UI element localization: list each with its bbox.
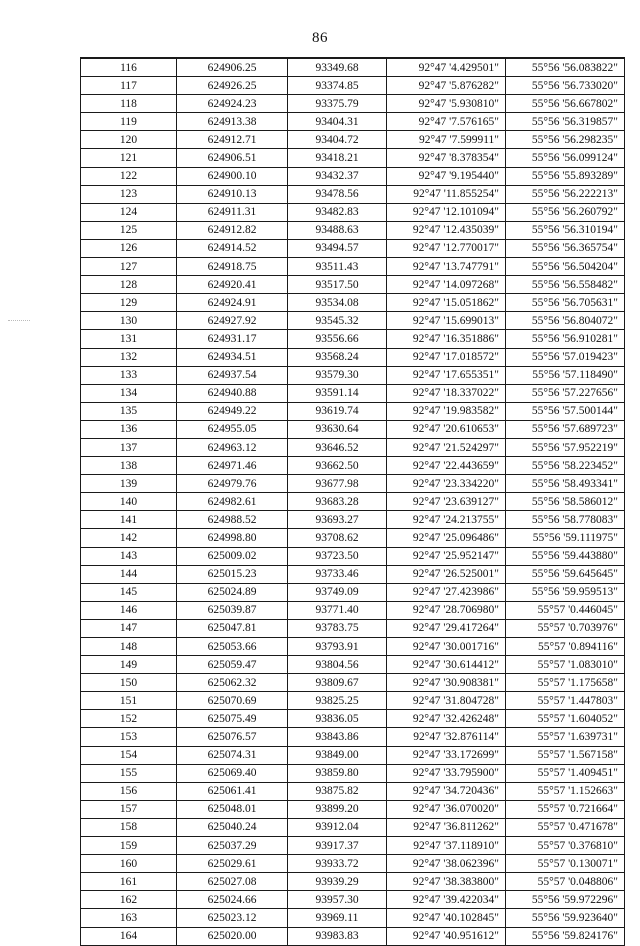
point-number-cell: 160 [81, 855, 177, 873]
latitude-cell: 55°56 '59.645645" [506, 565, 625, 583]
point-number-cell: 141 [81, 511, 177, 529]
longitude-cell: 92°47 '7.576165" [387, 113, 506, 131]
latitude-cell: 55°56 '56.222213" [506, 185, 625, 203]
latitude-cell: 55°57 '1.639731" [506, 728, 625, 746]
y-coordinate-cell: 93646.52 [288, 438, 387, 456]
x-coordinate-cell: 624912.82 [177, 221, 288, 239]
longitude-cell: 92°47 '9.195440" [387, 167, 506, 185]
latitude-cell: 55°56 '59.923640" [506, 909, 625, 927]
longitude-cell: 92°47 '15.699013" [387, 312, 506, 330]
x-coordinate-cell: 624913.38 [177, 113, 288, 131]
x-coordinate-cell: 625061.41 [177, 782, 288, 800]
point-number-cell: 148 [81, 638, 177, 656]
x-coordinate-cell: 624920.41 [177, 276, 288, 294]
table-row [81, 58, 625, 77]
latitude-cell: 55°56 '59.111975" [506, 529, 625, 547]
table-row [81, 529, 625, 547]
table-row [81, 746, 625, 764]
table-row [81, 927, 625, 945]
latitude-cell: 55°57 '0.471678" [506, 818, 625, 836]
latitude-cell: 55°56 '55.893289" [506, 167, 625, 185]
x-coordinate-cell: 624955.05 [177, 420, 288, 438]
longitude-cell: 92°47 '30.001716" [387, 638, 506, 656]
point-number-cell: 138 [81, 457, 177, 475]
y-coordinate-cell: 93591.14 [288, 384, 387, 402]
point-number-cell: 145 [81, 583, 177, 601]
table-row [81, 837, 625, 855]
point-number-cell: 126 [81, 239, 177, 257]
scan-artifact [8, 320, 30, 329]
point-number-cell: 134 [81, 384, 177, 402]
x-coordinate-cell: 625037.29 [177, 837, 288, 855]
y-coordinate-cell: 93683.28 [288, 493, 387, 511]
y-coordinate-cell: 93619.74 [288, 402, 387, 420]
y-coordinate-cell: 93478.56 [288, 185, 387, 203]
y-coordinate-cell: 93349.68 [288, 58, 387, 77]
y-coordinate-cell: 93849.00 [288, 746, 387, 764]
latitude-cell: 55°57 '1.409451" [506, 764, 625, 782]
y-coordinate-cell: 93843.86 [288, 728, 387, 746]
x-coordinate-cell: 624900.10 [177, 167, 288, 185]
longitude-cell: 92°47 '7.599911" [387, 131, 506, 149]
y-coordinate-cell: 93957.30 [288, 891, 387, 909]
table-row [81, 855, 625, 873]
y-coordinate-cell: 93494.57 [288, 239, 387, 257]
longitude-cell: 92°47 '23.334220" [387, 475, 506, 493]
point-number-cell: 159 [81, 837, 177, 855]
y-coordinate-cell: 93809.67 [288, 674, 387, 692]
longitude-cell: 92°47 '22.443659" [387, 457, 506, 475]
y-coordinate-cell: 93677.98 [288, 475, 387, 493]
table-row [81, 366, 625, 384]
longitude-cell: 92°47 '37.118910" [387, 837, 506, 855]
latitude-cell: 55°56 '56.705631" [506, 294, 625, 312]
x-coordinate-cell: 624963.12 [177, 438, 288, 456]
longitude-cell: 92°47 '5.930810" [387, 95, 506, 113]
point-number-cell: 147 [81, 619, 177, 637]
page-number: 86 [312, 30, 328, 46]
point-number-cell: 133 [81, 366, 177, 384]
latitude-cell: 55°56 '57.500144" [506, 402, 625, 420]
longitude-cell: 92°47 '23.639127" [387, 493, 506, 511]
x-coordinate-cell: 625074.31 [177, 746, 288, 764]
y-coordinate-cell: 93825.25 [288, 692, 387, 710]
point-number-cell: 130 [81, 312, 177, 330]
table-row [81, 312, 625, 330]
longitude-cell: 92°47 '17.018572" [387, 348, 506, 366]
y-coordinate-cell: 93488.63 [288, 221, 387, 239]
latitude-cell: 55°56 '58.493341" [506, 475, 625, 493]
y-coordinate-cell: 93432.37 [288, 167, 387, 185]
longitude-cell: 92°47 '20.610653" [387, 420, 506, 438]
point-number-cell: 150 [81, 674, 177, 692]
y-coordinate-cell: 93568.24 [288, 348, 387, 366]
table-row [81, 493, 625, 511]
y-coordinate-cell: 93556.66 [288, 330, 387, 348]
table-row [81, 348, 625, 366]
x-coordinate-cell: 624918.75 [177, 258, 288, 276]
latitude-cell: 55°56 '56.319857" [506, 113, 625, 131]
y-coordinate-cell: 93418.21 [288, 149, 387, 167]
table-row [81, 384, 625, 402]
table-row [81, 873, 625, 891]
point-number-cell: 146 [81, 601, 177, 619]
x-coordinate-cell: 624988.52 [177, 511, 288, 529]
x-coordinate-cell: 624949.22 [177, 402, 288, 420]
latitude-cell: 55°56 '58.778083" [506, 511, 625, 529]
longitude-cell: 92°47 '36.070020" [387, 800, 506, 818]
point-number-cell: 151 [81, 692, 177, 710]
table-row [81, 276, 625, 294]
latitude-cell: 55°56 '56.310194" [506, 221, 625, 239]
latitude-cell: 55°57 '1.447803" [506, 692, 625, 710]
x-coordinate-cell: 625039.87 [177, 601, 288, 619]
x-coordinate-cell: 625048.01 [177, 800, 288, 818]
x-coordinate-cell: 625024.66 [177, 891, 288, 909]
latitude-cell: 55°57 '0.376810" [506, 837, 625, 855]
y-coordinate-cell: 93534.08 [288, 294, 387, 312]
point-number-cell: 121 [81, 149, 177, 167]
table-row [81, 402, 625, 420]
latitude-cell: 55°57 '0.894116" [506, 638, 625, 656]
latitude-cell: 55°56 '56.504204" [506, 258, 625, 276]
x-coordinate-cell: 624911.31 [177, 203, 288, 221]
y-coordinate-cell: 93749.09 [288, 583, 387, 601]
x-coordinate-cell: 625062.32 [177, 674, 288, 692]
x-coordinate-cell: 625070.69 [177, 692, 288, 710]
x-coordinate-cell: 624926.25 [177, 77, 288, 95]
table-row [81, 619, 625, 637]
x-coordinate-cell: 624940.88 [177, 384, 288, 402]
point-number-cell: 122 [81, 167, 177, 185]
x-coordinate-cell: 624971.46 [177, 457, 288, 475]
x-coordinate-cell: 625047.81 [177, 619, 288, 637]
table-row [81, 203, 625, 221]
point-number-cell: 149 [81, 656, 177, 674]
latitude-cell: 55°57 '0.721664" [506, 800, 625, 818]
latitude-cell: 55°56 '56.733020" [506, 77, 625, 95]
latitude-cell: 55°56 '58.223452" [506, 457, 625, 475]
y-coordinate-cell: 93733.46 [288, 565, 387, 583]
longitude-cell: 92°47 '39.422034" [387, 891, 506, 909]
table-row [81, 420, 625, 438]
y-coordinate-cell: 93804.56 [288, 656, 387, 674]
latitude-cell: 55°57 '0.703976" [506, 619, 625, 637]
point-number-cell: 117 [81, 77, 177, 95]
table-row [81, 475, 625, 493]
latitude-cell: 55°56 '58.586012" [506, 493, 625, 511]
x-coordinate-cell: 625040.24 [177, 818, 288, 836]
latitude-cell: 55°56 '57.952219" [506, 438, 625, 456]
longitude-cell: 92°47 '17.655351" [387, 366, 506, 384]
point-number-cell: 155 [81, 764, 177, 782]
y-coordinate-cell: 93723.50 [288, 547, 387, 565]
y-coordinate-cell: 93912.04 [288, 818, 387, 836]
x-coordinate-cell: 625076.57 [177, 728, 288, 746]
longitude-cell: 92°47 '29.417264" [387, 619, 506, 637]
table-row [81, 547, 625, 565]
table-row [81, 638, 625, 656]
point-number-cell: 158 [81, 818, 177, 836]
table-row [81, 438, 625, 456]
point-number-cell: 128 [81, 276, 177, 294]
y-coordinate-cell: 93579.30 [288, 366, 387, 384]
y-coordinate-cell: 93899.20 [288, 800, 387, 818]
longitude-cell: 92°47 '30.908381" [387, 674, 506, 692]
latitude-cell: 55°56 '56.558482" [506, 276, 625, 294]
y-coordinate-cell: 93771.40 [288, 601, 387, 619]
table-row [81, 909, 625, 927]
longitude-cell: 92°47 '36.811262" [387, 818, 506, 836]
longitude-cell: 92°47 '40.951612" [387, 927, 506, 945]
latitude-cell: 55°57 '0.446045" [506, 601, 625, 619]
longitude-cell: 92°47 '26.525001" [387, 565, 506, 583]
y-coordinate-cell: 93630.64 [288, 420, 387, 438]
latitude-cell: 55°56 '56.667802" [506, 95, 625, 113]
table-row [81, 457, 625, 475]
point-number-cell: 164 [81, 927, 177, 945]
x-coordinate-cell: 624982.61 [177, 493, 288, 511]
latitude-cell: 55°57 '1.083010" [506, 656, 625, 674]
y-coordinate-cell: 93511.43 [288, 258, 387, 276]
longitude-cell: 92°47 '19.983582" [387, 402, 506, 420]
point-number-cell: 136 [81, 420, 177, 438]
x-coordinate-cell: 625069.40 [177, 764, 288, 782]
table-row [81, 583, 625, 601]
table-row [81, 294, 625, 312]
x-coordinate-cell: 625075.49 [177, 710, 288, 728]
x-coordinate-cell: 624906.51 [177, 149, 288, 167]
table-row [81, 800, 625, 818]
y-coordinate-cell: 93939.29 [288, 873, 387, 891]
x-coordinate-cell: 624914.52 [177, 239, 288, 257]
longitude-cell: 92°47 '12.435039" [387, 221, 506, 239]
point-number-cell: 131 [81, 330, 177, 348]
longitude-cell: 92°47 '33.172699" [387, 746, 506, 764]
y-coordinate-cell: 93783.75 [288, 619, 387, 637]
point-number-cell: 142 [81, 529, 177, 547]
latitude-cell: 55°57 '1.604052" [506, 710, 625, 728]
y-coordinate-cell: 93983.83 [288, 927, 387, 945]
longitude-cell: 92°47 '8.378354" [387, 149, 506, 167]
latitude-cell: 55°57 '0.130071" [506, 855, 625, 873]
longitude-cell: 92°47 '13.747791" [387, 258, 506, 276]
y-coordinate-cell: 93836.05 [288, 710, 387, 728]
latitude-cell: 55°56 '56.083822" [506, 58, 625, 77]
latitude-cell: 55°56 '57.227656" [506, 384, 625, 402]
x-coordinate-cell: 624924.23 [177, 95, 288, 113]
longitude-cell: 92°47 '4.429501" [387, 58, 506, 77]
longitude-cell: 92°47 '32.876114" [387, 728, 506, 746]
table-row [81, 764, 625, 782]
coordinates-table-body [81, 58, 625, 945]
latitude-cell: 55°56 '57.689723" [506, 420, 625, 438]
y-coordinate-cell: 93374.85 [288, 77, 387, 95]
table-row [81, 113, 625, 131]
table-row [81, 258, 625, 276]
point-number-cell: 156 [81, 782, 177, 800]
y-coordinate-cell: 93917.37 [288, 837, 387, 855]
y-coordinate-cell: 93793.91 [288, 638, 387, 656]
x-coordinate-cell: 624927.92 [177, 312, 288, 330]
point-number-cell: 152 [81, 710, 177, 728]
longitude-cell: 92°47 '38.383800" [387, 873, 506, 891]
x-coordinate-cell: 624937.54 [177, 366, 288, 384]
y-coordinate-cell: 93375.79 [288, 95, 387, 113]
point-number-cell: 162 [81, 891, 177, 909]
x-coordinate-cell: 625023.12 [177, 909, 288, 927]
longitude-cell: 92°47 '27.423986" [387, 583, 506, 601]
table-row [81, 710, 625, 728]
table-row [81, 565, 625, 583]
table-row [81, 601, 625, 619]
latitude-cell: 55°57 '1.152663" [506, 782, 625, 800]
x-coordinate-cell: 625053.66 [177, 638, 288, 656]
point-number-cell: 154 [81, 746, 177, 764]
point-number-cell: 139 [81, 475, 177, 493]
longitude-cell: 92°47 '16.351886" [387, 330, 506, 348]
y-coordinate-cell: 93859.80 [288, 764, 387, 782]
latitude-cell: 55°57 '1.567158" [506, 746, 625, 764]
y-coordinate-cell: 93969.11 [288, 909, 387, 927]
point-number-cell: 143 [81, 547, 177, 565]
longitude-cell: 92°47 '28.706980" [387, 601, 506, 619]
point-number-cell: 125 [81, 221, 177, 239]
y-coordinate-cell: 93662.50 [288, 457, 387, 475]
point-number-cell: 123 [81, 185, 177, 203]
table-row [81, 674, 625, 692]
y-coordinate-cell: 93708.62 [288, 529, 387, 547]
point-number-cell: 127 [81, 258, 177, 276]
x-coordinate-cell: 624924.91 [177, 294, 288, 312]
table-row [81, 692, 625, 710]
point-number-cell: 132 [81, 348, 177, 366]
table-row [81, 167, 625, 185]
longitude-cell: 92°47 '24.213755" [387, 511, 506, 529]
point-number-cell: 137 [81, 438, 177, 456]
longitude-cell: 92°47 '11.855254" [387, 185, 506, 203]
longitude-cell: 92°47 '38.062396" [387, 855, 506, 873]
x-coordinate-cell: 625024.89 [177, 583, 288, 601]
table-row [81, 656, 625, 674]
point-number-cell: 144 [81, 565, 177, 583]
latitude-cell: 55°56 '57.019423" [506, 348, 625, 366]
table-row [81, 239, 625, 257]
x-coordinate-cell: 624910.13 [177, 185, 288, 203]
y-coordinate-cell: 93482.83 [288, 203, 387, 221]
point-number-cell: 119 [81, 113, 177, 131]
x-coordinate-cell: 624912.71 [177, 131, 288, 149]
table-row [81, 782, 625, 800]
x-coordinate-cell: 625009.02 [177, 547, 288, 565]
latitude-cell: 55°56 '56.804072" [506, 312, 625, 330]
longitude-cell: 92°47 '15.051862" [387, 294, 506, 312]
table-row [81, 131, 625, 149]
x-coordinate-cell: 625020.00 [177, 927, 288, 945]
y-coordinate-cell: 93404.31 [288, 113, 387, 131]
latitude-cell: 55°56 '56.910281" [506, 330, 625, 348]
longitude-cell: 92°47 '21.524297" [387, 438, 506, 456]
table-row [81, 818, 625, 836]
longitude-cell: 92°47 '30.614412" [387, 656, 506, 674]
longitude-cell: 92°47 '25.096486" [387, 529, 506, 547]
point-number-cell: 116 [81, 58, 177, 77]
x-coordinate-cell: 625015.23 [177, 565, 288, 583]
table-row [81, 77, 625, 95]
latitude-cell: 55°56 '59.972296" [506, 891, 625, 909]
longitude-cell: 92°47 '34.720436" [387, 782, 506, 800]
point-number-cell: 157 [81, 800, 177, 818]
point-number-cell: 135 [81, 402, 177, 420]
table-row [81, 330, 625, 348]
y-coordinate-cell: 93693.27 [288, 511, 387, 529]
y-coordinate-cell: 93875.82 [288, 782, 387, 800]
y-coordinate-cell: 93404.72 [288, 131, 387, 149]
point-number-cell: 163 [81, 909, 177, 927]
x-coordinate-cell: 625029.61 [177, 855, 288, 873]
table-row [81, 511, 625, 529]
point-number-cell: 124 [81, 203, 177, 221]
table-row [81, 728, 625, 746]
coordinates-table [80, 57, 625, 946]
point-number-cell: 161 [81, 873, 177, 891]
longitude-cell: 92°47 '14.097268" [387, 276, 506, 294]
y-coordinate-cell: 93933.72 [288, 855, 387, 873]
table-row [81, 149, 625, 167]
longitude-cell: 92°47 '12.101094" [387, 203, 506, 221]
latitude-cell: 55°56 '56.365754" [506, 239, 625, 257]
x-coordinate-cell: 624906.25 [177, 58, 288, 77]
longitude-cell: 92°47 '40.102845" [387, 909, 506, 927]
y-coordinate-cell: 93545.32 [288, 312, 387, 330]
latitude-cell: 55°56 '57.118490" [506, 366, 625, 384]
table-row [81, 221, 625, 239]
x-coordinate-cell: 624998.80 [177, 529, 288, 547]
x-coordinate-cell: 624934.51 [177, 348, 288, 366]
point-number-cell: 140 [81, 493, 177, 511]
latitude-cell: 55°56 '59.959513" [506, 583, 625, 601]
point-number-cell: 153 [81, 728, 177, 746]
latitude-cell: 55°56 '59.443880" [506, 547, 625, 565]
longitude-cell: 92°47 '12.770017" [387, 239, 506, 257]
latitude-cell: 55°56 '59.824176" [506, 927, 625, 945]
latitude-cell: 55°56 '56.099124" [506, 149, 625, 167]
longitude-cell: 92°47 '5.876282" [387, 77, 506, 95]
latitude-cell: 55°57 '1.175658" [506, 674, 625, 692]
x-coordinate-cell: 625027.08 [177, 873, 288, 891]
x-coordinate-cell: 625059.47 [177, 656, 288, 674]
table-row [81, 95, 625, 113]
latitude-cell: 55°57 '0.048806" [506, 873, 625, 891]
latitude-cell: 55°56 '56.260792" [506, 203, 625, 221]
x-coordinate-cell: 624979.76 [177, 475, 288, 493]
table-row [81, 891, 625, 909]
longitude-cell: 92°47 '32.426248" [387, 710, 506, 728]
x-coordinate-cell: 624931.17 [177, 330, 288, 348]
longitude-cell: 92°47 '18.337022" [387, 384, 506, 402]
y-coordinate-cell: 93517.50 [288, 276, 387, 294]
longitude-cell: 92°47 '25.952147" [387, 547, 506, 565]
longitude-cell: 92°47 '33.795900" [387, 764, 506, 782]
point-number-cell: 129 [81, 294, 177, 312]
point-number-cell: 120 [81, 131, 177, 149]
point-number-cell: 118 [81, 95, 177, 113]
table-row [81, 185, 625, 203]
latitude-cell: 55°56 '56.298235" [506, 131, 625, 149]
longitude-cell: 92°47 '31.804728" [387, 692, 506, 710]
